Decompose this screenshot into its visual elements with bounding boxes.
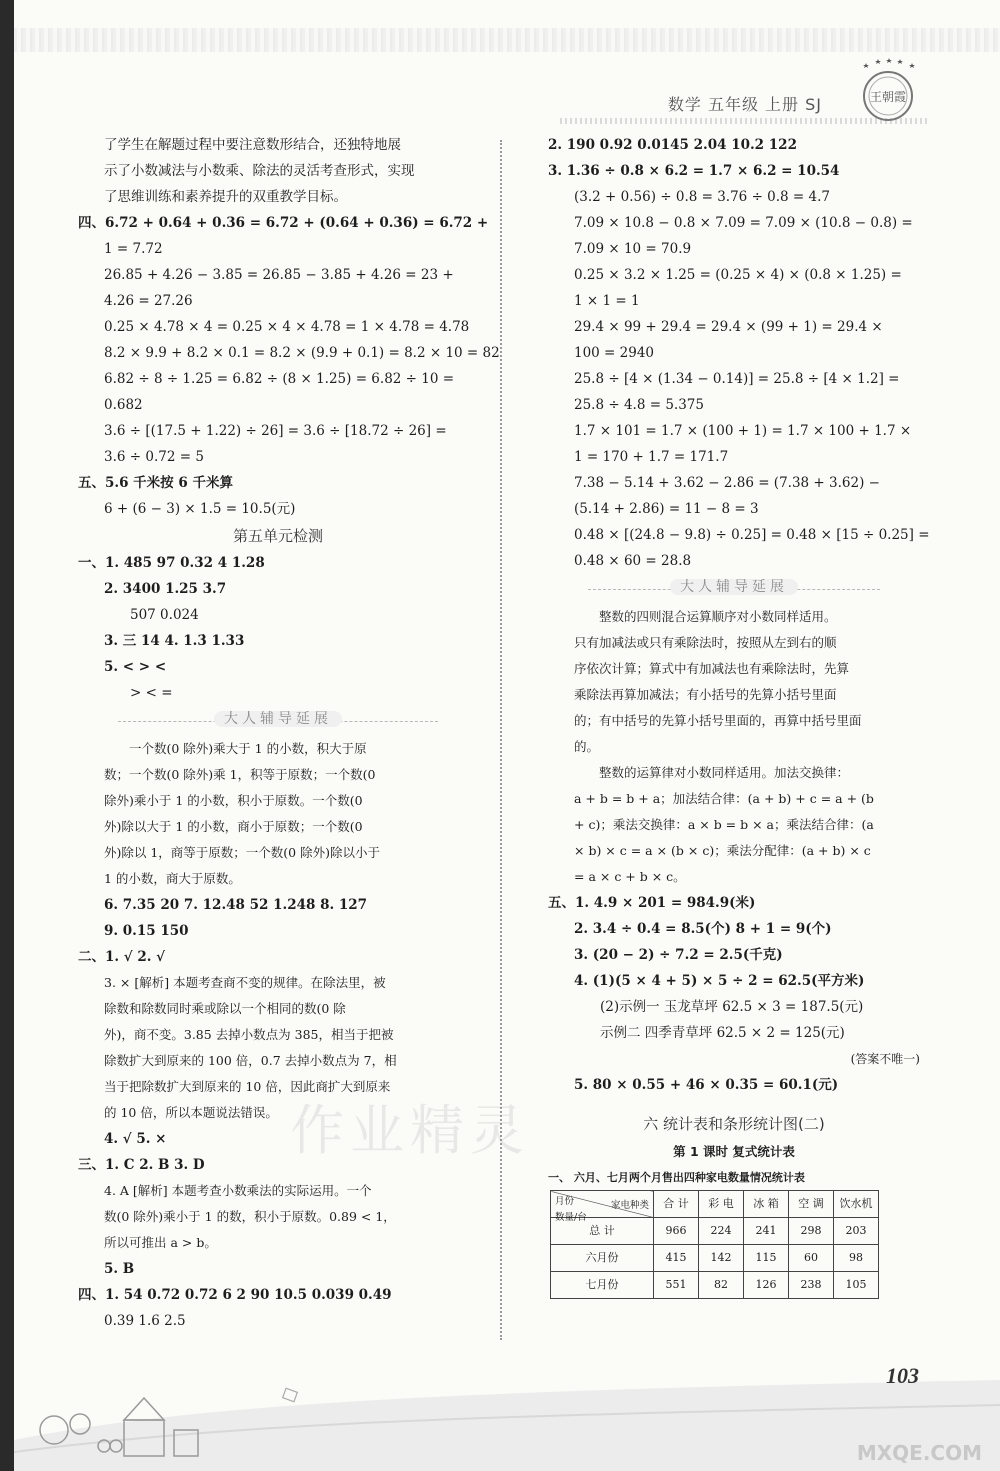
answer-line: 3.6 ÷ 0.72 = 5 (104, 449, 204, 465)
answer-line: 2. 190 0.92 0.0145 2.04 10.2 122 (548, 137, 797, 153)
text-line: 了思维训练和素养提升的双重教学目标。 (104, 189, 347, 205)
para-line: + c)；乘法交换律：a × b = b × a；乘法结合律：(a (574, 817, 874, 832)
extension-divider (78, 706, 478, 736)
answer-line: 3.6 ÷ [(17.5 + 1.22) ÷ 26] = 3.6 ÷ [18.72 ÷ 26] = (104, 423, 447, 439)
para-line: 1 的小数，商大于原数。 (104, 871, 241, 886)
para-line: × b) × c = a × (b × c)；乘法分配律：(a + b) × c (574, 843, 871, 858)
para-line: 整数的四则混合运算顺序对小数同样适用。 (599, 609, 837, 624)
extension-label: 大人辅导延展 (214, 711, 342, 727)
para-line: 外)除以大于 1 的小数，商小于原数；一个数(0 (104, 819, 363, 834)
table-header-cell: 彩 电 (699, 1191, 744, 1218)
diag-label: 数量/台 (555, 1212, 587, 1223)
answer-line: (3.2 + 0.56) ÷ 0.8 = 3.76 ÷ 0.8 = 4.7 (574, 189, 830, 205)
para-line: 的；有中括号的先算小括号里面的，再算中括号里面 (574, 713, 862, 728)
table-cell: 60 (789, 1245, 834, 1272)
para-line: 当于把除数扩大到原来的 10 倍，因此商扩大到原来 (104, 1079, 391, 1094)
para-line: 4. A [解析] 本题考查小数乘法的实际运用。一个 (104, 1183, 372, 1198)
answer-line: > < = (130, 685, 173, 701)
table-row (551, 1272, 879, 1299)
table-cell: 142 (699, 1245, 744, 1272)
table-index: 一、 (548, 1171, 570, 1184)
answer-line: 4.26 = 27.26 (104, 293, 193, 309)
extension-label: 大人辅导延展 (670, 579, 798, 595)
right-column (548, 132, 930, 1299)
table-cell: 203 (834, 1218, 879, 1245)
answer-line: 0.682 (104, 397, 143, 413)
answer-line: 1 = 170 + 1.7 = 171.7 (574, 449, 729, 465)
answer-line: 6. 7.35 20 7. 12.48 52 1.248 8. 127 (104, 897, 368, 913)
para-line: 外)，商不变。3.85 去掉小数点为 385，相当于把被 (104, 1027, 394, 1042)
answer-line: 5. < > < (104, 659, 167, 675)
text-line: 示了小数减法与小数乘、除法的灵活考查形式，实现 (104, 163, 415, 179)
answer-line: 100 = 2940 (574, 345, 655, 361)
answer-line: 2. 3.4 ÷ 0.4 = 8.5(个) 8 + 1 = 9(个) (574, 921, 832, 937)
para-line: 的 10 倍，所以本题说法错误。 (104, 1105, 278, 1120)
table-cell: 98 (834, 1245, 879, 1272)
diag-label: 家电种类 (610, 1200, 649, 1211)
text-line: 了学生在解题过程中要注意数形结合，还独特地展 (104, 137, 401, 153)
answer-line: 五、5.6 千米按 6 千米算 (78, 475, 233, 491)
answer-line: 7.09 × 10 = 70.9 (574, 241, 692, 257)
table-title: 六月、七月两个月售出四种家电数量情况统计表 (573, 1171, 805, 1184)
answer-line: 9. 0.15 150 (104, 923, 189, 939)
table-cell: 115 (744, 1245, 789, 1272)
publisher-logo (852, 58, 922, 124)
para-line: 除数和除数同时乘或除以一个相同的数(0 除 (104, 1001, 346, 1016)
table-row (551, 1218, 879, 1245)
table-cell: 105 (834, 1272, 879, 1299)
row-label: 七月份 (551, 1272, 654, 1299)
diagonal-header-cell (551, 1191, 654, 1223)
answer-line: 29.4 × 99 + 29.4 = 29.4 × (99 + 1) = 29.4 × (574, 319, 883, 335)
table-cell: 238 (789, 1272, 834, 1299)
answer-note: (答案不唯一) (850, 1052, 920, 1066)
answer-line: 5. B (104, 1261, 135, 1277)
page-header-title: 数学 五年级 上册 SJ (667, 95, 822, 114)
table-cell: 415 (654, 1245, 699, 1272)
para-line: 一个数(0 除外)乘大于 1 的小数，积大于原 (129, 741, 367, 756)
answer-line: (5.14 + 2.86) = 11 − 8 = 3 (574, 501, 759, 517)
answer-line: 三、1. C 2. B 3. D (78, 1157, 205, 1173)
answer-line: 3. 三 14 4. 1.3̇ 1.33 (104, 633, 245, 649)
para-line: 除外)乘小于 1 的小数，积小于原数。一个数(0 (104, 793, 363, 808)
table-header-cell: 合 计 (654, 1191, 699, 1218)
para-line: 3. × [解析] 本题考查商不变的规律。在除法里，被 (104, 975, 386, 990)
table-row (551, 1245, 879, 1272)
answer-line: 6 + (6 − 3) × 1.5 = 10.5(元) (104, 501, 296, 517)
para-line: a + b = b + a；加法结合律：(a + b) + c = a + (b (574, 791, 874, 806)
book-spine (0, 0, 14, 1471)
unit5-heading: 第五单元检测 (232, 527, 323, 545)
diag-label: 月份 (555, 1196, 575, 1207)
table-cell: 126 (744, 1272, 789, 1299)
table-header-cell: 饮水机 (834, 1191, 879, 1218)
para-line: 只有加减法或只有乘除法时，按照从左到右的顺 (574, 635, 837, 650)
para-line: = a × c + b × c。 (574, 869, 686, 884)
table-header-cell: 冰 箱 (744, 1191, 789, 1218)
watermark-site: MXQE.COM (856, 1441, 982, 1465)
table-cell: 551 (654, 1272, 699, 1299)
answer-line: 1.7 × 101 = 1.7 × (100 + 1) = 1.7 × 100 + 1.7 × (574, 423, 912, 439)
answer-line: (2)示例一 玉龙草坪 62.5 × 3 = 187.5(元) (600, 999, 864, 1015)
table-cell: 966 (654, 1218, 699, 1245)
table-cell: 298 (789, 1218, 834, 1245)
answer-line: 四、6.72 + 0.64 + 0.36 = 6.72 + (0.64 + 0.36) = 6.72 + (78, 215, 489, 231)
para-line: 数；一个数(0 除外)乘 1，积等于原数；一个数(0 (104, 767, 376, 782)
answer-line: 7.09 × 10.8 − 0.8 × 7.09 = 7.09 × (10.8 − 0.8) = (574, 215, 913, 231)
answer-line: 示例二 四季青草坪 62.5 × 2 = 125(元) (600, 1025, 845, 1041)
footer-illustration (14, 1360, 1000, 1471)
table-cell: 82 (699, 1272, 744, 1299)
answer-line: 二、1. √ 2. √ (78, 949, 166, 965)
para-line: 除数扩大到原来的 100 倍，0.7 去掉小数点为 7，相 (104, 1053, 397, 1068)
spacer (548, 1098, 920, 1110)
watermark-text: 作业精灵 (290, 1099, 530, 1162)
logo-text: 王朝霞 (869, 90, 907, 104)
unit6-heading: 六 统计表和条形统计图(二) (643, 1115, 825, 1133)
stats-table (550, 1190, 879, 1299)
answer-line: 4. √ 5. × (104, 1131, 167, 1147)
answer-line: 25.8 ÷ 4.8 = 5.375 (574, 397, 704, 413)
para-line: 所以可推出 a > b。 (104, 1235, 217, 1250)
answer-line: 3. (20 − 2) ÷ 7.2 = 2.5(千克) (574, 947, 783, 963)
answer-line: 3. 1.36 ÷ 0.8 × 6.2 = 1.7 × 6.2 = 10.54 (548, 163, 840, 179)
row-label: 总 计 (551, 1218, 654, 1245)
page-number: 103 (886, 1363, 919, 1388)
answer-line: 8.2 × 9.9 + 8.2 × 0.1 = 8.2 × (9.9 + 0.1) = 8.2 × 10 = 82 (104, 345, 500, 361)
answer-line: 2. 3400 1.25 3.7 (104, 581, 227, 597)
answer-line: 25.8 ÷ [4 × (1.34 − 0.14)] = 25.8 ÷ [4 × 1.2] = (574, 371, 900, 387)
para-line: 序依次计算；算式中有加减法也有乘除法时，先算 (574, 661, 850, 676)
extension-paragraph (548, 604, 920, 890)
answer-line: 4. (1)(5 × 4 + 5) × 5 ÷ 2 = 62.5(平方米) (574, 973, 865, 989)
answer-line: 1 = 7.72 (104, 241, 163, 257)
table-header-row (551, 1191, 879, 1218)
para-line: 乘除法再算加减法；有小括号的先算小括号里面 (574, 687, 837, 702)
para-line: 数(0 除外)乘小于 1 的数，积小于原数。0.89 < 1， (104, 1209, 396, 1224)
lesson-heading: 第 1 课时 复式统计表 (673, 1144, 795, 1159)
para-line: 整数的运算律对小数同样适用。加法交换律： (599, 765, 850, 780)
scan-top-edge (14, 28, 1000, 52)
analysis-paragraph (78, 1178, 478, 1256)
para-line: 外)除以 1，商等于原数；一个数(0 除外)除以小于 (104, 845, 380, 860)
table-cell: 224 (699, 1218, 744, 1245)
answer-line: 1 × 1 = 1 (574, 293, 640, 309)
answer-line: 507 0.024 (130, 607, 199, 623)
answer-line: 7.38 − 5.14 + 3.62 − 2.86 = (7.38 + 3.62) − (574, 475, 880, 491)
para-line: 的。 (574, 739, 600, 754)
table-header-cell: 空 调 (789, 1191, 834, 1218)
answer-line: 26.85 + 4.26 − 3.85 = 26.85 − 3.85 + 4.26 = 23 + (104, 267, 454, 283)
answer-line: 0.48 × 60 = 28.8 (574, 553, 692, 569)
answer-line: 五、1. 4.9 × 201 = 984.9(米) (548, 895, 756, 911)
extension-paragraph (78, 736, 478, 892)
answer-line: 四、1. 54 0.72 0.72 6 2 90 10.5 0.039 0.49 (78, 1287, 392, 1303)
answer-line: 0.25 × 3.2 × 1.25 = (0.25 × 4) × (0.8 × 1.25) = (574, 267, 902, 283)
answer-line: 6.82 ÷ 8 ÷ 1.25 = 6.82 ÷ (8 × 1.25) = 6.82 ÷ 10 = (104, 371, 455, 387)
answer-line: 0.39 1.6 2.5 (104, 1313, 186, 1329)
answer-line: 一、1. 485 97 0.32 4 1.28 (78, 555, 265, 571)
answer-line: 5. 80 × 0.55 + 46 × 0.35 = 60.1(元) (574, 1077, 839, 1093)
answer-line: 0.25 × 4.78 × 4 = 0.25 × 4 × 4.78 = 1 × 4.78 = 4.78 (104, 319, 470, 335)
table-caption (548, 1166, 920, 1190)
table-cell: 241 (744, 1218, 789, 1245)
answer-line: 0.48 × [(24.8 − 9.8) ÷ 0.25] = 0.48 × [15 ÷ 0.25] = (574, 527, 930, 543)
row-label: 六月份 (551, 1245, 654, 1272)
extension-divider (548, 574, 920, 604)
